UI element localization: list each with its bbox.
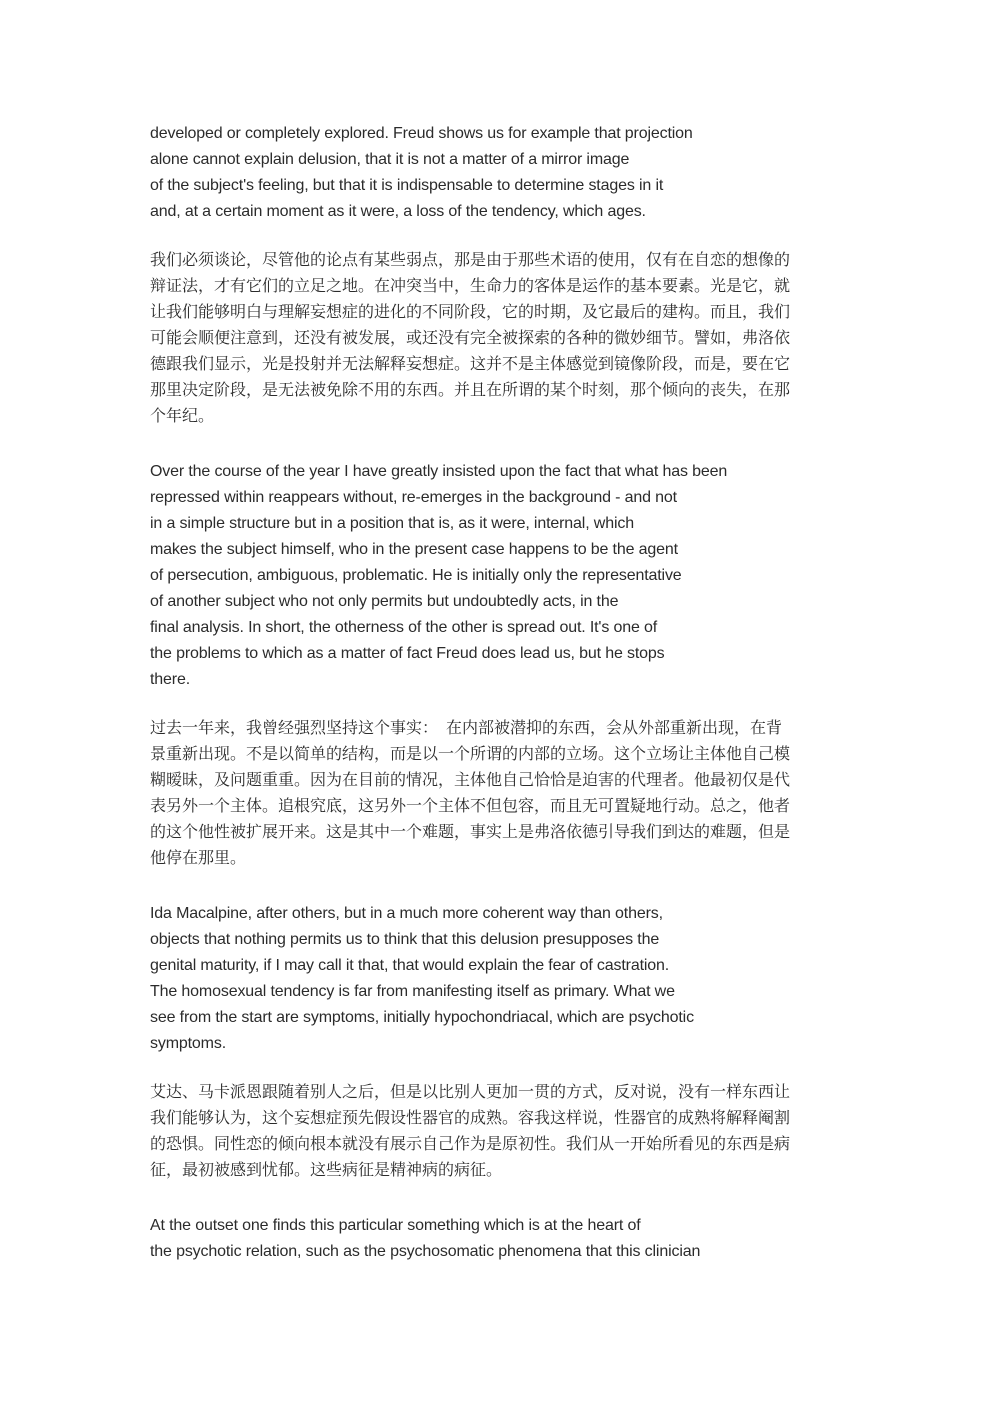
text-line: of another subject who not only permits but undoubtedly acts, in the [150,593,619,610]
text-line: of persecution, ambiguous, problematic. He is initially only the representative [150,567,682,584]
paragraph-english-4 [150,1213,850,1265]
text-line: Over the course of the year I have greatly insisted upon the fact that what has been [150,463,728,480]
text-line: see from the start are symptoms, initially hypochondriacal, which are psychotic [150,1009,694,1026]
text-line: 糊暧昧，及问题重重。因为在目前的情况，主体他自己恰恰是迫害的代理者。他最初仅是代 [150,770,791,789]
text-line: 过去一年来，我曾经强烈坚持这个事实： 在内部被潜抑的东西，会从外部重新出现，在背 [150,718,783,737]
text-line: 的这个他性被扩展开来。这是其中一个难题，事实上是弗洛依德引导我们到达的难题，但是 [150,822,791,841]
text-line: The homosexual tendency is far from manifesting itself as primary. What we [150,983,675,1000]
text-line: genital maturity, if I may call it that, that would explain the fear of castration. [150,957,670,974]
text-line: objects that nothing permits us to think that this delusion presupposes the [150,931,660,948]
paragraph-english-3 [150,901,850,1057]
text-line: 艾达、马卡派恩跟随着别人之后，但是以比别人更加一贯的方式，反对说，没有一样东西让 [150,1082,791,1101]
text-line: alone cannot explain delusion, that it is not a matter of a mirror image [150,151,630,168]
text-line: of the subject's feeling, but that it is indispensable to determine stages in it [150,177,664,194]
text-line: 我们能够认为，这个妄想症预先假设性器官的成熟。容我这样说，性器官的成熟将解释阉割 [150,1108,791,1127]
text-line: the psychotic relation, such as the psychosomatic phenomena that this clinician [150,1243,701,1260]
text-line: 征，最初被感到忧郁。这些病征是精神病的病征。 [150,1160,503,1179]
paragraph-english-2 [150,459,850,693]
text-line: there. [150,671,191,688]
text-line: 我们必须谈论，尽管他的论点有某些弱点，那是由于那些术语的使用，仅有在自恋的想像的 [150,250,791,269]
paragraph-chinese-3 [150,1079,850,1183]
text-line: repressed within reappears without, re-emerges in the background - and not [150,489,677,506]
paragraph-chinese-1 [150,247,850,429]
text-line: 让我们能够明白与理解妄想症的进化的不同阶段，它的时期，及它最后的建构。而且，我们 [150,302,791,321]
text-line: the problems to which as a matter of fact Freud does lead us, but he stops [150,645,665,662]
text-line: developed or completely explored. Freud shows us for example that projection [150,125,693,142]
text-line: final analysis. In short, the otherness of the other is spread out. It's one of [150,619,658,636]
text-line: 可能会顺便注意到，还没有被发展，或还没有完全被探索的各种的微妙细节。譬如，弗洛依 [150,328,791,347]
text-line: 个年纪。 [150,406,215,425]
text-line: and, at a certain moment as it were, a loss of the tendency, which ages. [150,203,646,220]
text-line: 他停在那里。 [150,848,247,867]
text-line: in a simple structure but in a position that is, as it were, internal, which [150,515,634,532]
text-line: At the outset one finds this particular something which is at the heart of [150,1217,641,1234]
text-line: 的恐惧。同性恋的倾向根本就没有展示自己作为是原初性。我们从一开始所看见的东西是病 [150,1134,791,1153]
text-line: symptoms. [150,1035,226,1052]
paragraph-english-1 [150,121,850,225]
text-line: makes the subject himself, who in the present case happens to be the agent [150,541,678,558]
text-line: 辩证法，才有它们的立足之地。在冲突当中，生命力的客体是运作的基本要素。光是它，就 [150,276,791,295]
text-line: 那里决定阶段，是无法被免除不用的东西。并且在所谓的某个时刻，那个倾向的丧失，在那 [150,380,791,399]
text-line: 景重新出现。不是以简单的结构，而是以一个所谓的内部的立场。这个立场让主体他自己模 [150,744,791,763]
text-line: Ida Macalpine, after others, but in a much more coherent way than others, [150,905,663,922]
paragraph-chinese-2 [150,715,850,871]
text-line: 表另外一个主体。追根究底，这另外一个主体不但包容，而且无可置疑地行动。总之，他者 [150,796,791,815]
text-line: 德跟我们显示，光是投射并无法解释妄想症。这并不是主体感觉到镜像阶段，而是，要在它 [150,354,791,373]
